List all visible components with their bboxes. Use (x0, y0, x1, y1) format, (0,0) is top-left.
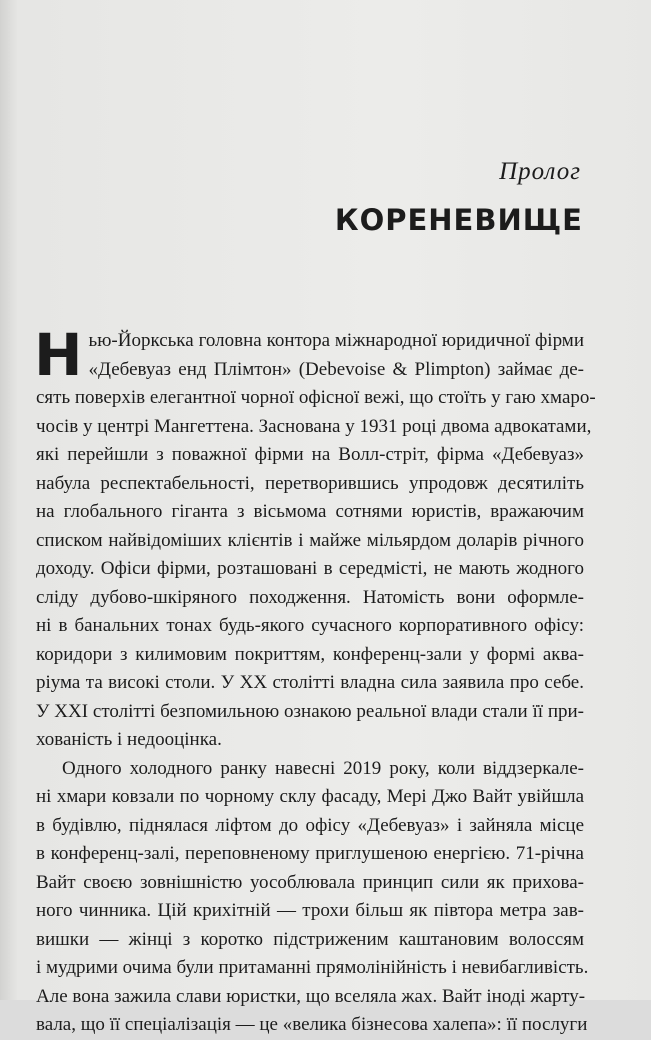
text-line: сять поверхів елегантної чорної офісної вежі, що стоїть у гаю хмаро- (36, 387, 596, 408)
text-line: набула респектабельності, перетворившись упродовж десятиліть (36, 472, 584, 494)
text-line: коридори з килимовим покриттям, конференц-зали у формі аква- (36, 643, 584, 665)
text-line: У XXI столітті безпомильною ознакою реальної влади стали її при- (36, 700, 584, 722)
text-line: і мудрими очима були притаманні прямолінійність і невибагливість. (36, 957, 589, 978)
text-line: вишки — жінці з коротко підстриженим каштановим волоссям (36, 928, 584, 950)
drop-cap: Н (34, 321, 83, 389)
text-line: на глобального гіганта з вісьмома сотнями юристів, вражаючим (36, 501, 584, 522)
text-line: списком найвідоміших клієнтів і майже мільярдом доларів річного (36, 529, 584, 551)
text-line: в конференц-залі, переповненому приглушеною енергією. 71-річна (36, 843, 584, 864)
section-label: Пролог (499, 158, 581, 185)
text-line: доходу. Офіси фірми, розташовані в середмісті, не мають жодного (36, 558, 584, 579)
text-line: ріума та високі столи. У ХХ столітті владна сила заявила про себе. (36, 672, 584, 693)
text-line: Одного холодного ранку навесні 2019 року, коли віддзеркале- (62, 757, 584, 779)
text-line: хованість і недооцінка. (36, 729, 222, 750)
paragraph-1 (34, 321, 596, 755)
text-line: сліду дубово-шкіряного походження. Натомість вони оформле- (36, 586, 584, 608)
text-line: ью-Йоркська головна контора міжнародної юридичної фірми (88, 330, 584, 351)
body-text (34, 321, 596, 1040)
text-line: вала, що її спеціалізація — це «велика бізнесова халепа»: її послуги (36, 1014, 588, 1035)
text-line: ні хмари ковзали по чорному склу фасаду, Мері Джо Вайт увійшла (36, 786, 584, 807)
text-line: в будівлю, піднялася ліфтом до офісу «Дебевуаз» і зайняла місце (36, 814, 584, 836)
chapter-title: КОРЕНЕВИЩЕ (334, 203, 583, 237)
text-line: Вайт своєю зовнішністю уособлювала принцип сили як прихова- (36, 871, 584, 893)
text-line: які перейшли з поважної фірми на Волл-стріт, фірма «Дебевуаз» (36, 444, 584, 465)
text-line: чосів у центрі Мангеттена. Заснована у 1931 році двома адвокатами, (36, 415, 592, 437)
text-line: «Дебевуаз енд Плімтон» (Debevoise & Plimpton) займає де- (88, 358, 584, 380)
text-line: Але вона зажила слави юристки, що вселяла жах. Вайт іноді жарту- (36, 985, 586, 1007)
text-line: ні в банальних тонах будь-якого сучасного корпоративного офісу: (36, 615, 584, 636)
paragraph-2 (36, 755, 589, 1040)
text-line: ного чинника. Цій крихітній — трохи більш як півтора метра зав- (36, 900, 584, 921)
